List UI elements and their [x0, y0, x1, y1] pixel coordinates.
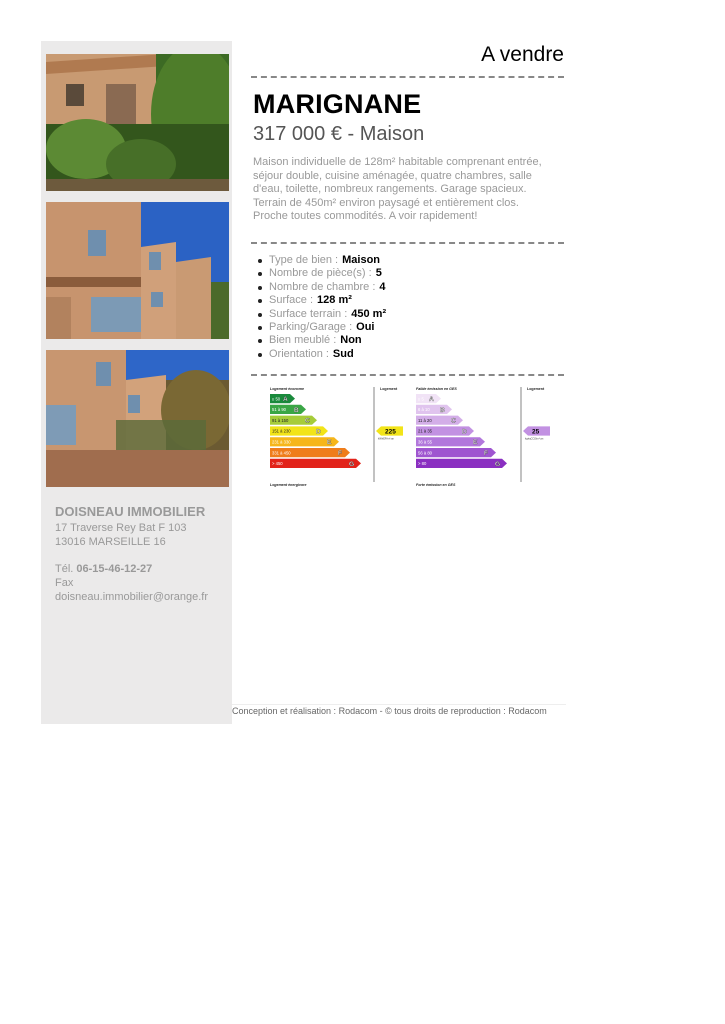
feature-label: Bien meublé :	[269, 334, 337, 347]
energy-band-letter: B	[440, 406, 445, 414]
energy-labels	[268, 384, 551, 488]
energy-band-letter: G	[495, 460, 501, 468]
feature-item	[269, 294, 386, 307]
energy-band-letter: F	[338, 450, 343, 457]
energy-band-range: ≤ 50	[272, 396, 281, 402]
energy-header-left: Logement économe	[270, 387, 304, 391]
listing-description: Maison individuelle de 128m² habitable comprenant entrée, séjour double, cuisine aménagée, quatre chambres, salle d'eau, toilette, nombreux rangements. Garage spacieux. Terrain de 450m² environ paysagé et entièrement clos. Proche toutes commodités. A voir rapidement!	[253, 156, 542, 222]
divider	[251, 374, 564, 376]
energy-band-letter: C	[451, 417, 456, 425]
photo-facade-image	[46, 202, 229, 339]
feature-item	[269, 334, 386, 347]
energy-header-right: Logement	[380, 387, 398, 391]
energy-band-range: 6 à 10	[418, 407, 430, 413]
footer-divider	[232, 704, 566, 705]
feature-item	[269, 308, 386, 321]
energy-footer: Logement énergivore	[270, 483, 307, 487]
feature-label: Surface terrain :	[269, 307, 348, 320]
feature-label: Surface :	[269, 294, 314, 307]
photo-garden-image	[46, 54, 229, 191]
feature-value: 128 m²	[317, 294, 352, 307]
energy-band-range: 91 à 150	[272, 417, 289, 423]
agency-address-line2: 13016 MARSEILLE 16	[55, 536, 166, 548]
feature-item	[269, 281, 386, 294]
energy-band-range: ≤ 5	[418, 396, 424, 402]
divider	[251, 76, 564, 78]
energy-header-left: Faible émission en GES	[416, 387, 457, 391]
feature-value: Oui	[356, 321, 375, 334]
feature-item	[269, 254, 386, 267]
feature-value: Sud	[332, 347, 354, 360]
listing-status: A vendre	[481, 43, 564, 66]
agency-email[interactable]: doisneau.immobilier@orange.fr	[55, 591, 209, 603]
energy-band-range: > 80	[418, 461, 427, 467]
feature-list	[269, 254, 386, 361]
feature-value: 5	[375, 267, 382, 280]
feature-item	[269, 321, 386, 334]
energy-band-range: 151 à 230	[272, 428, 291, 434]
property-photo-yard[interactable]	[46, 350, 229, 487]
energy-band-range: 331 à 450	[272, 450, 291, 456]
feature-label: Parking/Garage :	[269, 321, 353, 334]
energy-band	[416, 459, 507, 468]
feature-label: Type de bien :	[269, 254, 339, 266]
energy-band-letter: C	[305, 417, 310, 425]
agency-phone-row	[55, 562, 227, 576]
agency-sidebar	[41, 41, 232, 724]
energy-band-range: 36 à 55	[418, 439, 432, 445]
photo-yard-image	[46, 350, 229, 487]
energy-value: 25	[532, 428, 540, 436]
energy-band-letter: A	[429, 396, 434, 403]
energy-band	[270, 459, 361, 468]
energy-band-letter: B	[294, 406, 299, 414]
energy-band-range: 231 à 330	[272, 439, 291, 445]
listing-city: MARIGNANE	[253, 89, 422, 119]
feature-value: Maison	[342, 254, 381, 266]
energy-band-letter: E	[473, 439, 478, 447]
divider	[251, 242, 564, 244]
energy-band-letter: A	[283, 396, 288, 403]
feature-label: Nombre de chambre :	[269, 280, 376, 293]
energy-band-letter: G	[349, 460, 355, 468]
energy-band-letter: F	[484, 450, 489, 457]
energy-band-range: 51 à 90	[272, 407, 286, 413]
energy-band-range: 21 à 35	[418, 428, 432, 434]
energy-band-letter: E	[327, 439, 332, 447]
phone-number[interactable]: 06-15-46-12-27	[76, 563, 153, 575]
property-photo-garden[interactable]	[46, 54, 229, 191]
feature-value: Non	[340, 334, 362, 347]
feature-item	[269, 348, 386, 361]
footer-credits: Conception et réalisation : Rodacom - © tous droits de reproduction : Rodacom	[232, 706, 547, 716]
energy-unit: kWhEP/m².an	[378, 437, 394, 441]
energy-value: 225	[385, 428, 396, 436]
agency-contact	[55, 505, 227, 604]
agency-address-line1: 17 Traverse Rey Bat F 103	[55, 522, 187, 534]
energy-band-range: 56 à 80	[418, 450, 432, 456]
energy-band-letter: D	[316, 428, 321, 436]
energy-band-letter: D	[462, 428, 467, 436]
fax-label: Fax	[55, 577, 74, 589]
energy-header-right: Logement	[527, 387, 545, 391]
agency-name: DOISNEAU IMMOBILIER	[55, 504, 206, 519]
energy-footer: Forte émission en GES	[416, 483, 456, 487]
feature-label: Nombre de pièce(s) :	[269, 267, 372, 280]
feature-value: 450 m²	[351, 307, 387, 320]
listing-price: 317 000 € - Maison	[253, 123, 425, 145]
energy-band-range: > 450	[272, 461, 283, 467]
feature-item	[269, 267, 386, 280]
energy-band-range: 11 à 20	[418, 417, 432, 423]
energy-unit: kgéqCO2/m².an	[525, 437, 544, 441]
property-photo-facade[interactable]	[46, 202, 229, 339]
feature-value: 4	[379, 280, 386, 293]
feature-label: Orientation :	[269, 347, 329, 360]
phone-label: Tél.	[55, 563, 74, 575]
